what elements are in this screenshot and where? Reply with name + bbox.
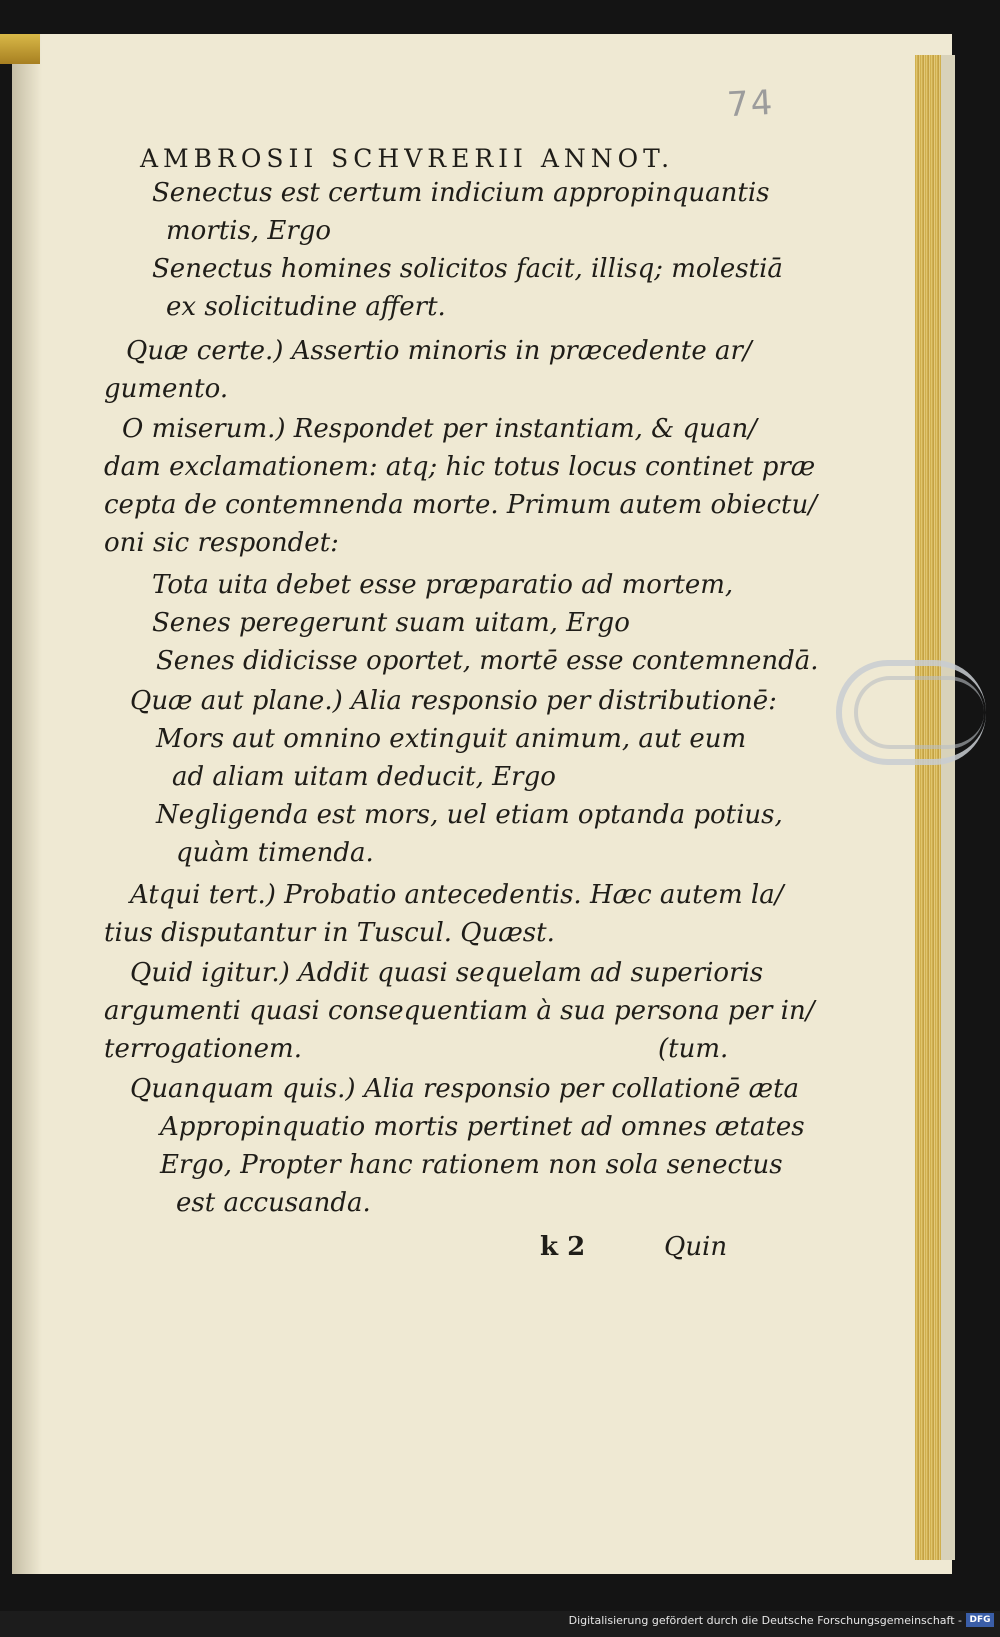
text-line: oni sic respondet:	[104, 528, 339, 558]
signature-mark: k 2	[540, 1232, 586, 1262]
text-line: Senectus homines solicitos facit, illisq; molestiā	[152, 254, 783, 284]
text-line: (tum.	[658, 1034, 729, 1064]
text-line: Quæ aut plane.) Alia responsio per distributionē:	[130, 686, 777, 716]
text-line: terrogationem.	[104, 1034, 302, 1064]
text-line: Quanquam quis.) Alia responsio per collationē æta	[130, 1074, 800, 1104]
paperclip-inner-loop	[854, 676, 984, 749]
catchword: Quin	[664, 1232, 728, 1262]
text-line: O miserum.) Respondet per instantiam, & quan/	[122, 414, 757, 444]
binding-tab	[0, 34, 40, 64]
text-line: Senes didicisse oportet, mortē esse contemnendā.	[156, 646, 819, 676]
text-line: mortis, Ergo	[166, 216, 332, 246]
text-line: gumento.	[104, 374, 229, 404]
text-line: ad aliam uitam deducit, Ergo	[172, 762, 556, 792]
running-head: AMBROSII SCHVRERII ANNOT.	[140, 144, 675, 173]
text-line: ex solicitudine affert.	[166, 292, 446, 322]
text-line: cepta de contemnenda morte. Primum autem obiectu/	[104, 490, 818, 520]
text-line: Senectus est certum indicium appropinquantis	[152, 178, 770, 208]
text-line: Negligenda est mors, uel etiam optanda potius,	[156, 800, 783, 830]
text-line: argumenti quasi consequentiam à sua persona per in/	[104, 996, 815, 1026]
text-line: est accusanda.	[176, 1188, 371, 1218]
text-line: dam exclamationem: atq; hic totus locus continet præ	[104, 452, 816, 482]
gutter-shadow	[12, 34, 42, 1574]
text-line: Mors aut omnino extinguit animum, aut eum	[156, 724, 747, 754]
fore-edge	[941, 55, 955, 1560]
gilt-page-edges	[915, 55, 941, 1560]
folio-number: 74	[725, 82, 776, 126]
footer-credit: Digitalisierung gefördert durch die Deutsche Forschungsgemeinschaft -	[568, 1614, 962, 1627]
text-line: quàm timenda.	[176, 838, 374, 868]
text-line: Senes peregerunt suam uitam, Ergo	[152, 608, 630, 638]
text-line: Tota uita debet esse præparatio ad mortem,	[152, 570, 734, 600]
dfg-logo: DFG	[966, 1613, 994, 1627]
text-line: Ergo, Propter hanc rationem non sola senectus	[160, 1150, 783, 1180]
text-line: Atqui tert.) Probatio antecedentis. Hæc autem la/	[130, 880, 784, 910]
text-line: tius disputantur in Tuscul. Quæst.	[104, 918, 555, 948]
text-line: Quid igitur.) Addit quasi sequelam ad superioris	[130, 958, 764, 988]
text-line: Appropinquatio mortis pertinet ad omnes ætates	[160, 1112, 805, 1142]
text-line: Quæ certe.) Assertio minoris in præcedente ar/	[126, 336, 752, 366]
